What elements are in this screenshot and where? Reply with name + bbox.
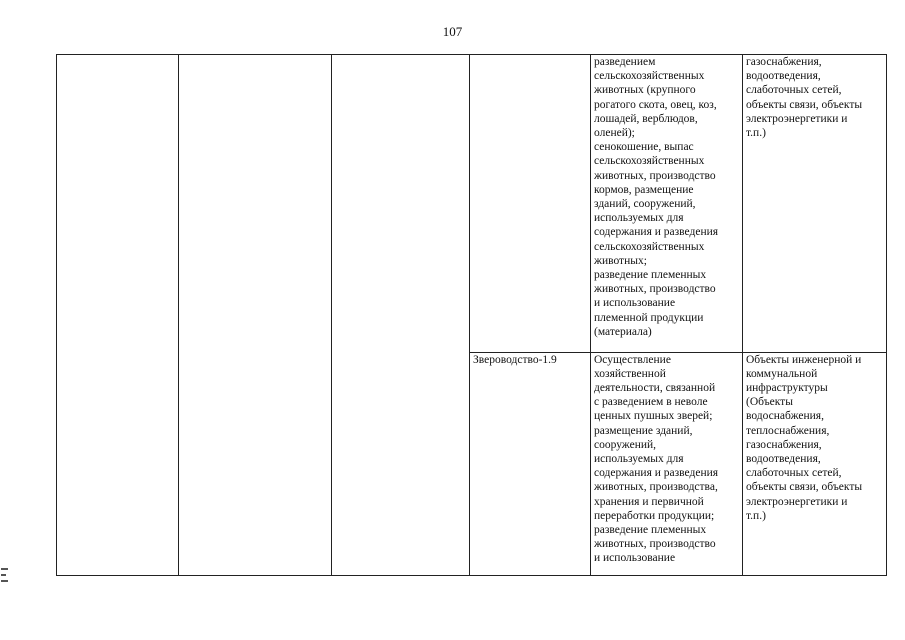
use-description-text: разведением сельскохозяйственных животных (крупного рогатого скота, овец, коз, лошадей, верблюдов, оленей); сенокошение, выпас сельскохозяйственных животных, производство кормов, размещение зданий, сооружений, используемых для содержания и разведения сельскохозяйственных животных; разведение племенных животных, производство и использование племенной продукции (материала) — [594, 56, 719, 338]
permitted-objects-text: газоснабжения, водоотведения, слаботочных сетей, объекты связи, объекты электроэнергетики и т.п.) — [746, 56, 863, 140]
permitted-objects-cell — [743, 352, 887, 575]
binding-mark — [1, 568, 8, 586]
use-code-cell — [470, 55, 591, 353]
use-description-text: Осуществление хозяйственной деятельности, связанной с разведением в неволе ценных пушных зверей; размещение зданий, сооружений, используемых для содержания и разведения животных, производства, хранения и первичной переработки продукции; разведение племенных животных, производство и использование — [594, 353, 719, 565]
use-description-cell — [591, 55, 743, 353]
use-code-text: Звероводство-1.9 — [473, 353, 557, 366]
land-use-table — [56, 54, 887, 576]
binding-mark-line — [1, 574, 6, 576]
zone-name-cell — [179, 55, 332, 576]
use-code-cell — [470, 352, 591, 575]
zone-description-cell — [332, 55, 470, 576]
zone-cell — [57, 55, 179, 576]
permitted-objects-text: Объекты инженерной и коммунальной инфраструктуры (Объекты водоснабжения, теплоснабжения, газоснабжения, водоотведения, слаботочных сетей, объекты связи, объекты электроэнергетики и т.п.) — [746, 353, 863, 522]
binding-mark-line — [1, 568, 8, 570]
use-description-cell — [591, 352, 743, 575]
page-number: 107 — [442, 24, 463, 39]
permitted-objects-cell — [743, 55, 887, 353]
binding-mark-line — [1, 580, 8, 582]
table-row — [57, 55, 887, 353]
